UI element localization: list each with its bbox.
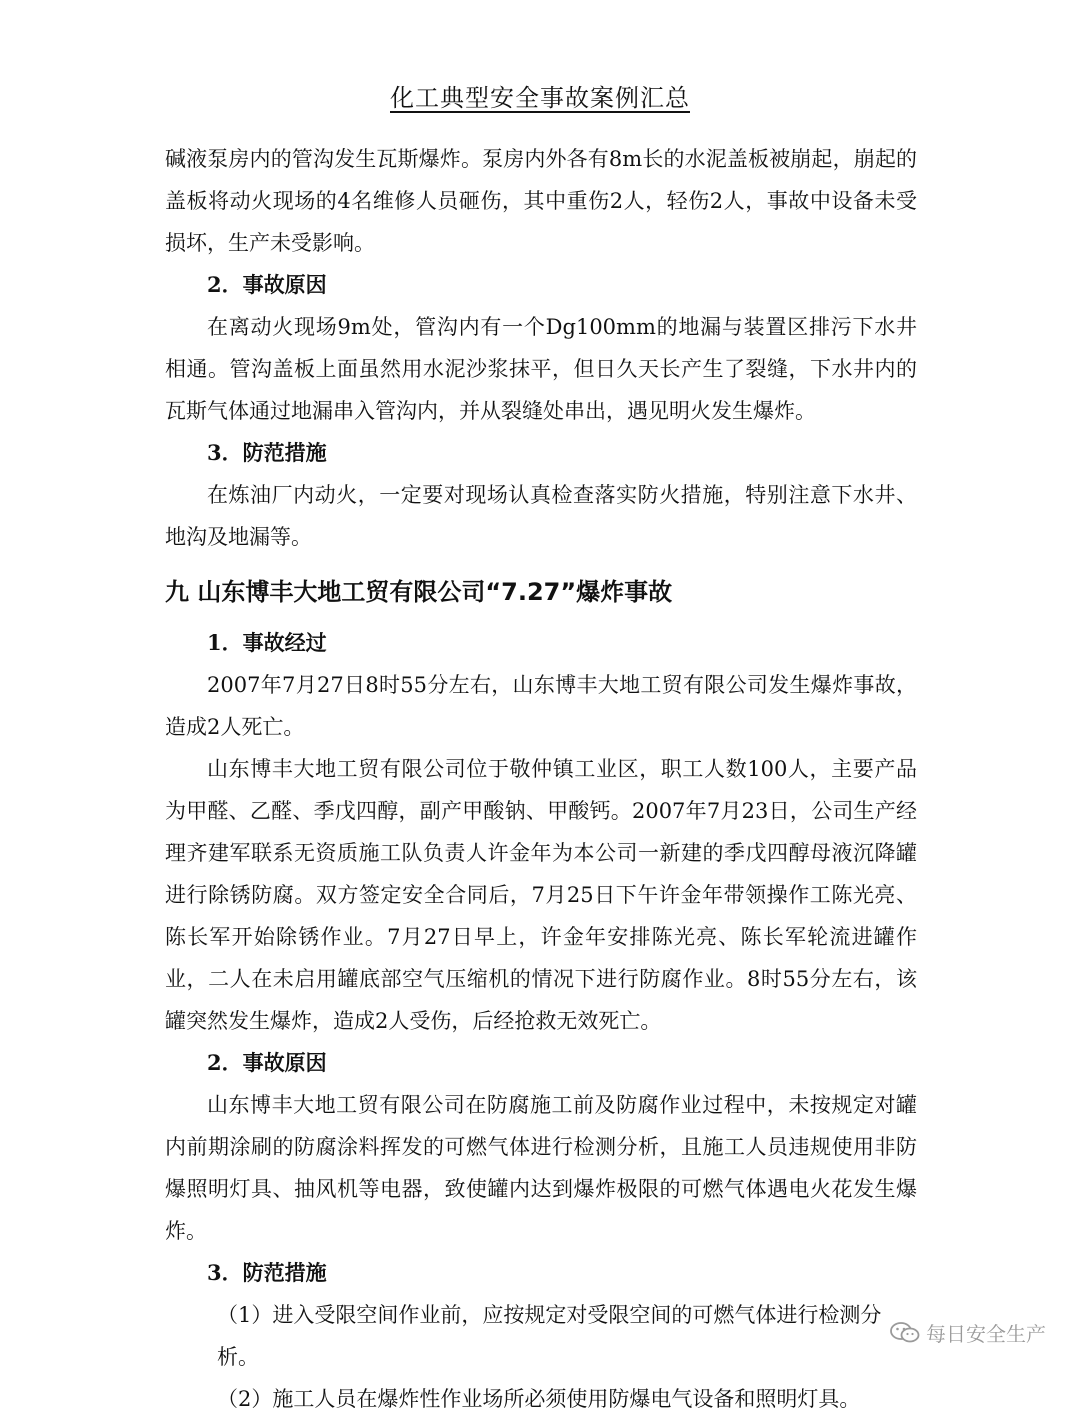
case9-process-heading: 1．事故经过 — [207, 630, 327, 655]
case9-prevent-item-1: （1）进入受限空间作业前，应按规定对受限空间的可燃气体进行检测分析。 — [217, 1303, 882, 1369]
page-header — [0, 78, 1080, 113]
watermark-text: 每日安全生产 — [926, 1322, 1046, 1346]
case9-cause-heading: 2．事故原因 — [207, 1050, 327, 1075]
watermark — [890, 1318, 1046, 1347]
case-9-title: 九 山东博丰大地工贸有限公司“7.27”爆炸事故 — [165, 578, 673, 606]
case9-process-paragraph-2: 山东博丰大地工贸有限公司位于敬仲镇工业区，职工人数100人，主要产品为甲醛、乙醛、季戊四醇，副产甲酸钠、甲酸钙。2007年7月23日，公司生产经理齐建军联系无资质施工队负责人许金年为本公司一新建的季戊四醇母液沉降罐进行除锈防腐。双方签定安全合同后，7月25日下午许金年带领操作工陈光亮、陈长军开始除锈作业。7月27日早上，许金年安排陈光亮、陈长军轮流进罐作业，二人在未启用罐底部空气压缩机的情况下进行防腐作业。8时55分左右，该罐突然发生爆炸，造成2人受伤，后经抢救无效死亡。 — [165, 757, 917, 1033]
document-body — [165, 138, 917, 1420]
prev-prevent-heading: 3．防范措施 — [207, 440, 327, 465]
prev-cause-heading: 2．事故原因 — [207, 272, 327, 297]
prev-cause-text: 在离动火现场9m处，管沟内有一个Dg100mm的地漏与装置区排污下水井相通。管沟盖板上面虽然用水泥沙浆抹平，但日久天长产生了裂缝，下水井内的瓦斯气体通过地漏串入管沟内，并从裂缝处串出，遇见明火发生爆炸。 — [165, 315, 917, 423]
case9-prevent-item-2: （2）施工人员在爆炸性作业场所必须使用防爆电气设备和照明灯具。 — [217, 1387, 861, 1411]
case9-cause-text: 山东博丰大地工贸有限公司在防腐施工前及防腐作业过程中，未按规定对罐内前期涂刷的防腐涂料挥发的可燃气体进行检测分析，且施工人员违规使用非防爆照明灯具、抽风机等电器，致使罐内达到爆炸极限的可燃气体遇电火花发生爆炸。 — [165, 1093, 917, 1243]
case9-prevent-heading: 3．防范措施 — [207, 1260, 327, 1285]
prev-prevent-text: 在炼油厂内动火，一定要对现场认真检查落实防火措施，特别注意下水井、地沟及地漏等。 — [165, 483, 917, 549]
document-title: 化工典型安全事故案例汇总 — [390, 84, 690, 112]
case9-process-paragraph-1: 2007年7月27日8时55分左右，山东博丰大地工贸有限公司发生爆炸事故，造成2人死亡。 — [165, 673, 917, 739]
wechat-icon — [890, 1321, 920, 1345]
continued-paragraph: 碱液泵房内的管沟发生瓦斯爆炸。泵房内外各有8m长的水泥盖板被崩起，崩起的盖板将动火现场的4名维修人员砸伤，其中重伤2人，轻伤2人，事故中设备未受损坏，生产未受影响。 — [165, 147, 917, 255]
